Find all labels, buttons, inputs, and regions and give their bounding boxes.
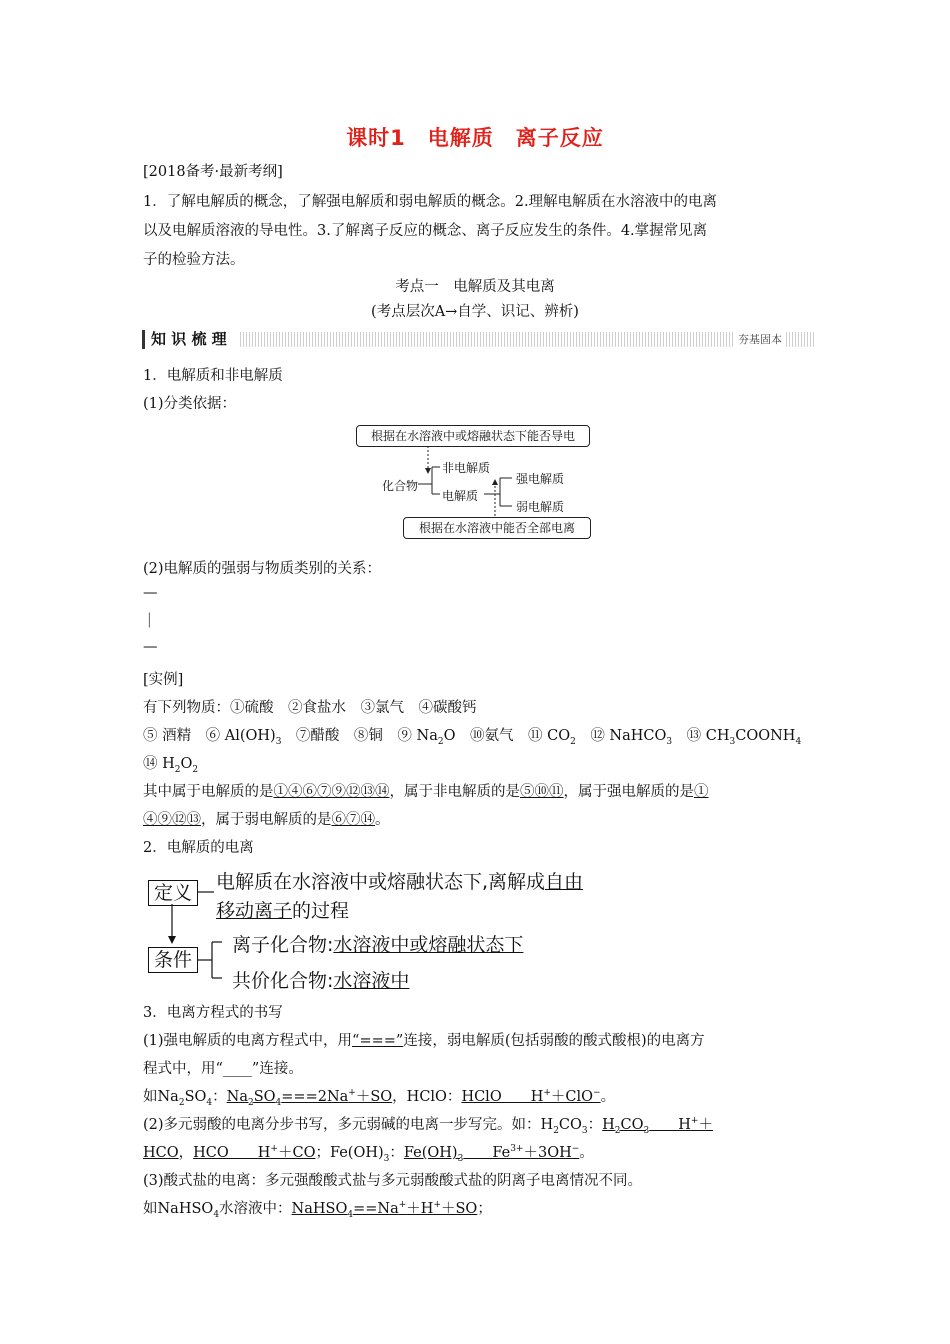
answer-weak: ⑥⑦⑭ [331, 812, 375, 828]
covalent-compound-line: 共价化合物:水溶液中 [232, 970, 410, 992]
item-11: ⑪ CO [528, 728, 571, 744]
p1-sub2: (2)电解质的强弱与物质类别的关系： [143, 561, 382, 577]
p3-2-line-1: (2)多元弱酸的电离分步书写，多元弱碱的电离一步写完。如：$H_2CO_3$：$H_2CO_3$ H+＋ [143, 1116, 713, 1136]
shili-label: [实例] [143, 672, 184, 688]
answer-electrolytes: ①④⑥⑦⑨⑫⑬⑭ [273, 784, 390, 800]
diagram-strong: 强电解质 [516, 472, 565, 486]
p3-heading: 3．电离方程式的书写 [143, 1005, 283, 1021]
answer-strong-start: ① [694, 784, 709, 800]
placeholder-bar: | [147, 612, 152, 628]
diagram-weak: 弱电解质 [516, 500, 565, 514]
equation-2: HCO，HCO H+＋CO；$Fe(OH)_3$：$Fe(OH)_3$ $Fe^{3+}+3OH^-$。 [143, 1144, 594, 1164]
item-13: ⑬ CH [686, 728, 730, 744]
answer-strong-rest: ④⑨⑫⑬ [143, 812, 201, 828]
placeholder-dash-2: — [143, 639, 158, 655]
p3-3: (3)酸式盐的电离：多元强酸酸式盐与多元弱酸酸式盐的阴离子电离情况不同。 [143, 1173, 643, 1189]
definition-line-1: 电解质在水溶液中或熔融状态下,离解成自由 [216, 871, 584, 893]
ionic-compound-line: 离子化合物:水溶液中或熔融状态下 [232, 934, 524, 956]
item-8: ⑧铜 [353, 728, 383, 744]
diagram-non-electrolyte: 非电解质 [442, 461, 491, 475]
section-subtitle: (考点层次A→自学、识记、辨析) [371, 304, 579, 320]
p1-heading: 1．电解质和非电解质 [143, 368, 283, 384]
p3-1-line-1: (1)强电解质的电离方程式中，用“===”连接，弱电解质(包括弱酸的酸式酸根)的电离方 [143, 1033, 705, 1049]
definition-box: 定义 [148, 880, 198, 906]
kaogang-line-1: 1．了解电解质的概念，了解强电解质和弱电解质的概念。2.理解电解质在水溶液中的电离 [143, 194, 718, 210]
p1-sub1: (1)分类依据： [143, 396, 237, 412]
diagram-compound: 化合物 [382, 479, 419, 493]
item-10: ⑩氨气 [470, 728, 514, 744]
answer-line-2: ④⑨⑫⑬，属于弱电解质的是⑥⑦⑭。 [143, 812, 390, 828]
header-label: 知 识 梳 理 [142, 330, 233, 349]
answer-line-1: 其中属于电解质的是①④⑥⑦⑨⑫⑬⑭，属于非电解质的是⑤⑩⑪，属于强电解质的是① [143, 784, 709, 800]
placeholder-dash-1: — [143, 585, 158, 601]
item-5: ⑤ 酒精 [143, 728, 192, 744]
kaogang-line-2: 以及电解质溶液的导电性。3.了解离子反应的概念、离子反应发生的条件。4.掌握常见离 [143, 223, 708, 239]
item-9: ⑨ Na [397, 728, 438, 744]
diagram-electrolyte: 电解质 [442, 489, 479, 503]
p2-heading: 2．电解质的电离 [143, 840, 254, 856]
item-12: ⑫ NaHCO [590, 728, 667, 744]
item-6: ⑥ Al(OH) [205, 728, 276, 744]
diagram-bottom-box: 根据在水溶液中能否全部电离 [403, 517, 591, 539]
diagram-top-box: 根据在水溶液中或熔融状态下能否导电 [356, 425, 590, 447]
kaogang-label: [2018备考·最新考纲] [143, 164, 283, 180]
shili-line-1: 有下列物质：①硫酸 ②食盐水 ③氯气 ④碳酸钙 [143, 700, 477, 716]
section-title: 考点一 电解质及其电离 [395, 279, 555, 295]
definition-line-2: 移动离子的过程 [216, 900, 350, 922]
item-14: ⑭ H [143, 756, 175, 772]
equation-1: 如$Na_2SO_4$：$Na_2SO_4===2Na^++SO$，HClO：HClO H+＋ClO−。 [143, 1088, 616, 1108]
page-title: 课时1 电解质 离子反应 [346, 126, 604, 150]
shili-line-3: ⑭ $H_2O_2$ [143, 756, 199, 775]
condition-box: 条件 [148, 947, 198, 973]
item-7: ⑦醋酸 [295, 728, 340, 744]
kaogang-line-3: 子的检验方法。 [143, 252, 245, 268]
header-right-label: 夯基固本 [734, 332, 786, 347]
shili-line-2: ⑤ 酒精 ⑥ $Al(OH)_3$ ⑦醋酸 ⑧铜 ⑨ $Na_2O$ ⑩氨气 ⑪ $CO_2$ ⑫ NaHCO$_3$ ⑬ $CH_3COONH_4$ [143, 728, 802, 747]
answer-non-electrolytes: ⑤⑩⑪ [520, 784, 564, 800]
equation-3: 如NaHSO$_4$水溶液中：NaHSO$_4$==Na+＋H+＋SO； [143, 1200, 492, 1220]
p3-1-line-2: 程式中，用“____”连接。 [143, 1061, 303, 1077]
